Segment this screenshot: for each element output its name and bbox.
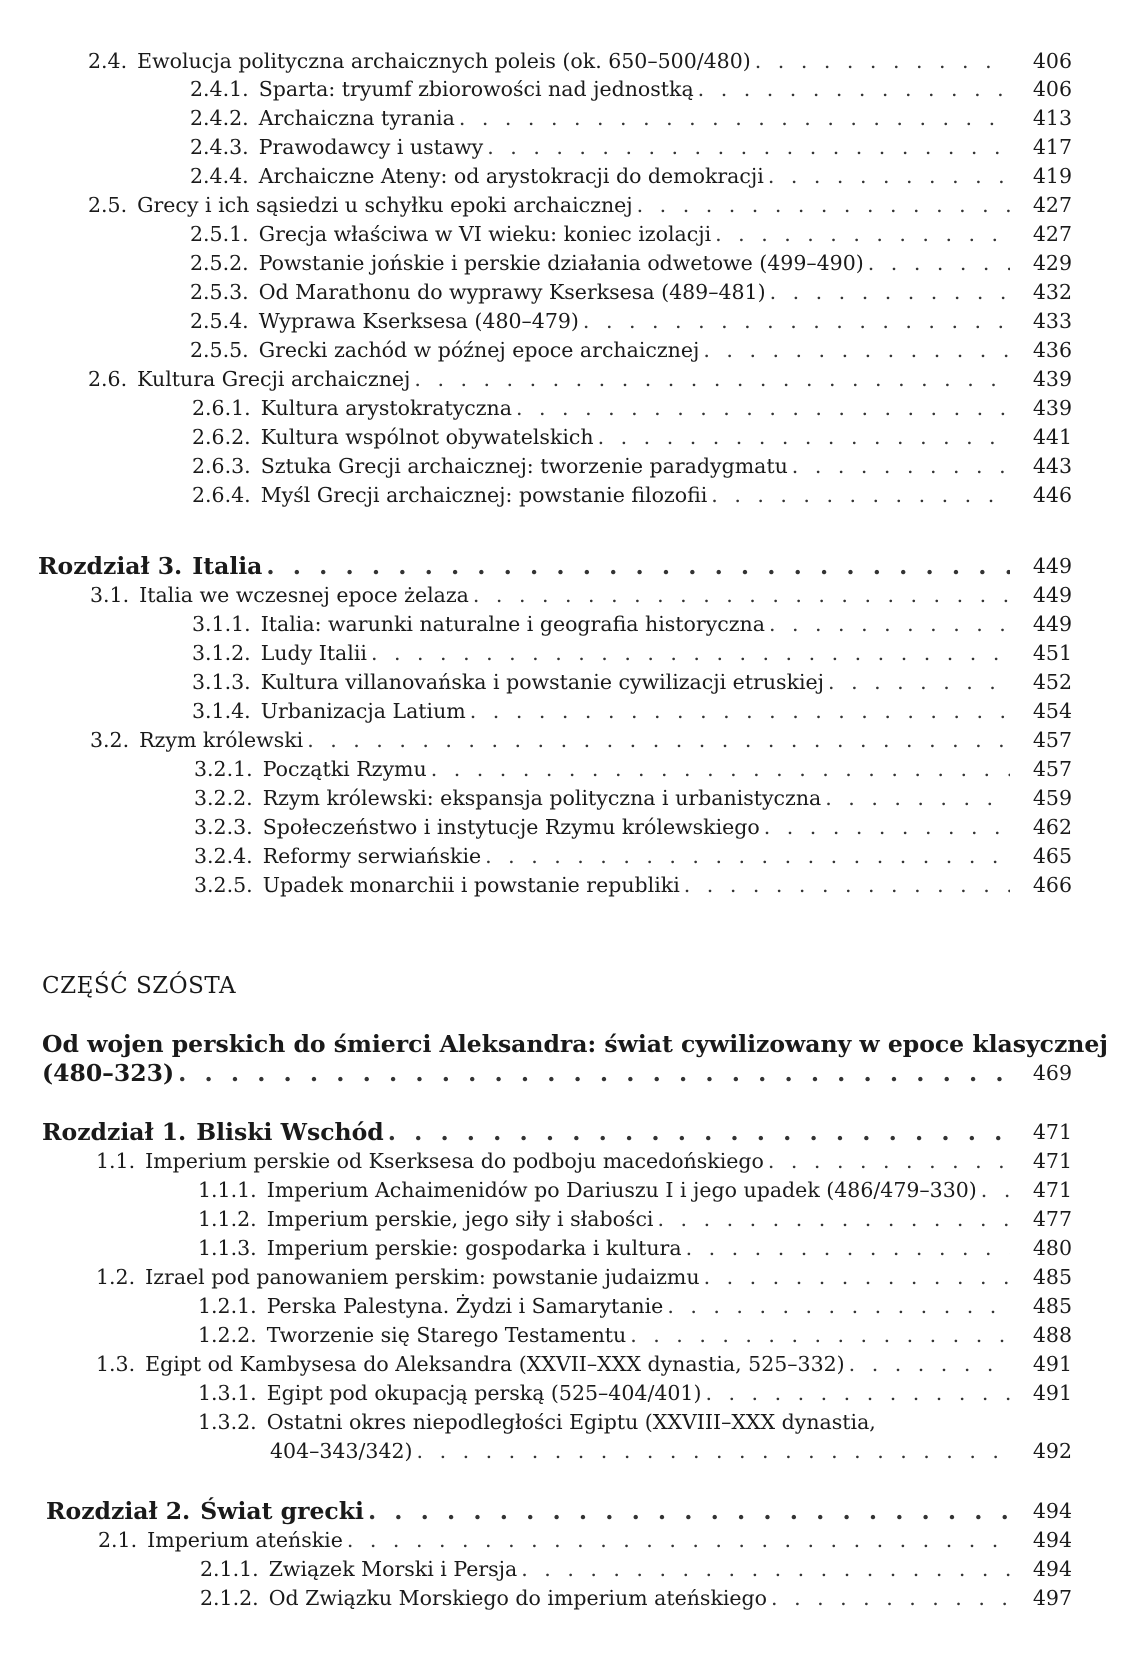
entry-title: Imperium perskie od Kserksesa do podboju macedońskiego <box>145 1149 764 1173</box>
entry-page: 494 <box>1032 1557 1072 1581</box>
entry-number: 2.6.1. <box>192 396 251 420</box>
entry-title: Imperium Achaimenidów po Dariuszu I i jego upadek (486/479–330) <box>266 1178 977 1202</box>
entry-title: Kultura Grecji archaicznej <box>137 367 411 391</box>
dot-leader <box>700 1262 1010 1292</box>
entry-title-continued: (480–323) <box>42 1059 175 1087</box>
dot-leader <box>455 103 1010 133</box>
entry-page: 443 <box>1032 454 1072 478</box>
dot-leader <box>303 725 1010 755</box>
entry-title: Egipt od Kambysesa do Aleksandra (XXVII–XXX dynastia, 525–332) <box>145 1352 845 1376</box>
entry-number: 2.1.1. <box>200 1557 259 1581</box>
dot-leader <box>682 1233 1010 1263</box>
entry-number: 2.5.2. <box>190 251 249 275</box>
entry-page: 457 <box>1032 757 1072 781</box>
entry-page: 451 <box>1032 641 1072 665</box>
dot-leader <box>174 1058 1010 1088</box>
entry-number: 1.1.3. <box>198 1236 257 1260</box>
entry-page: 427 <box>1032 193 1072 217</box>
entry-page: 419 <box>1032 164 1072 188</box>
dot-leader <box>680 870 1010 900</box>
entry-number: 3.1.2. <box>192 641 251 665</box>
toc-entry-chapter <box>0 1496 1134 1526</box>
entry-title: Rzym królewski: ekspansja polityczna i urbanistyczna <box>262 786 822 810</box>
entry-page: 436 <box>1032 338 1072 362</box>
entry-page: 417 <box>1032 135 1072 159</box>
toc-entry-subsection <box>0 248 1134 278</box>
entry-title: Archaiczna tyrania <box>258 106 455 130</box>
part-label: CZĘŚĆ SZÓSTA <box>42 973 237 999</box>
entry-title: Grecja właściwa w VI wieku: koniec izolacji <box>258 222 712 246</box>
dot-leader <box>469 580 1010 610</box>
toc-entry-subsection <box>0 161 1134 191</box>
dot-leader <box>512 393 1010 423</box>
entry-number: 2.4. <box>88 49 128 73</box>
entry-page: 485 <box>1032 1265 1072 1289</box>
toc-entry-subsection <box>0 696 1134 726</box>
entry-page: 449 <box>1032 554 1072 578</box>
toc-entry-continuation <box>0 1436 1134 1466</box>
toc-entry-subsection <box>0 277 1134 307</box>
toc-entry-subsection <box>0 393 1134 423</box>
dot-leader <box>364 1496 1010 1526</box>
entry-title-continued: 404–343/342) <box>270 1439 413 1463</box>
dot-leader <box>864 248 1010 278</box>
entry-title: Grecki zachód w późnej epoce archaicznej <box>258 338 700 362</box>
part-title: Od wojen perskich do śmierci Aleksandra: świat cywilizowany w epoce klasycznej <box>42 1030 1108 1058</box>
entry-page: 427 <box>1032 222 1072 246</box>
entry-number: 1.2. <box>96 1265 136 1289</box>
entry-title: Imperium ateńskie <box>147 1528 343 1552</box>
entry-title: Tworzenie się Starego Testamentu <box>266 1323 627 1347</box>
entry-title: Kultura arystokratyczna <box>260 396 512 420</box>
dot-leader <box>466 696 1010 726</box>
entry-title: Ludy Italii <box>260 641 367 665</box>
dot-leader <box>483 132 1010 162</box>
entry-number: 2.4.2. <box>190 106 249 130</box>
entry-page: 488 <box>1032 1323 1072 1347</box>
dot-leader <box>699 335 1010 365</box>
entry-page: 457 <box>1032 728 1072 752</box>
entry-number: 2.5. <box>88 193 128 217</box>
entry-number: 3.1.1. <box>192 612 251 636</box>
toc-entry-subsection <box>0 754 1134 784</box>
dot-leader <box>765 609 1010 639</box>
dot-leader <box>579 306 1010 336</box>
entry-number: 3.2.3. <box>194 815 253 839</box>
entry-page: 449 <box>1032 612 1072 636</box>
entry-page: 452 <box>1032 670 1072 694</box>
entry-page: 491 <box>1032 1381 1072 1405</box>
entry-page: 446 <box>1032 483 1072 507</box>
entry-title: Wyprawa Kserksesa (480–479) <box>258 309 579 333</box>
entry-page: 465 <box>1032 844 1072 868</box>
toc-entry-subsection <box>0 306 1134 336</box>
toc-entry-subsection <box>0 1233 1134 1263</box>
dot-leader <box>845 1349 1010 1379</box>
entry-number: 2.4.4. <box>190 164 249 188</box>
dot-leader <box>751 46 1010 76</box>
dot-leader <box>410 364 1010 394</box>
entry-title: Bliski Wschód <box>196 1118 384 1146</box>
entry-page: 497 <box>1032 1586 1072 1610</box>
toc-entry-section <box>0 1349 1134 1379</box>
entry-title: Od Marathonu do wyprawy Kserksesa (489–481) <box>258 280 766 304</box>
toc-entry-section <box>0 364 1134 394</box>
entry-number: 2.1. <box>98 1528 138 1552</box>
entry-page: 485 <box>1032 1294 1072 1318</box>
entry-page: 439 <box>1032 367 1072 391</box>
entry-number: 2.6. <box>88 367 128 391</box>
toc-entry-subsection <box>0 1554 1134 1584</box>
entry-number: 2.6.2. <box>192 425 251 449</box>
entry-number: 2.6.4. <box>192 483 251 507</box>
dot-leader <box>711 219 1010 249</box>
entry-title: Imperium perskie: gospodarka i kultura <box>266 1236 682 1260</box>
toc-entry-chapter <box>0 551 1134 581</box>
toc-entry-subsection <box>0 1204 1134 1234</box>
entry-page: 441 <box>1032 425 1072 449</box>
entry-title: Italia we wczesnej epoce żelaza <box>139 583 469 607</box>
toc-entry-section <box>0 1262 1134 1292</box>
entry-page: 471 <box>1032 1178 1072 1202</box>
entry-title: Izrael pod panowaniem perskim: powstanie judaizmu <box>145 1265 700 1289</box>
entry-page: 439 <box>1032 396 1072 420</box>
entry-page: 471 <box>1032 1149 1072 1173</box>
entry-title: Urbanizacja Latium <box>260 699 466 723</box>
entry-number: 1.1.2. <box>198 1207 257 1231</box>
entry-title: Sparta: tryumf zbiorowości nad jednostką <box>258 77 694 101</box>
toc-entry-subsection <box>0 870 1134 900</box>
entry-number: 1.3.1. <box>198 1381 257 1405</box>
entry-title: Italia: warunki naturalne i geografia historyczna <box>260 612 765 636</box>
entry-page: 413 <box>1032 106 1072 130</box>
entry-page: 433 <box>1032 309 1072 333</box>
toc-entry-subsection <box>0 219 1134 249</box>
dot-leader <box>427 754 1010 784</box>
entry-number: 3.2.1. <box>194 757 253 781</box>
toc-entry-subsection <box>0 1175 1134 1205</box>
entry-number: 2.5.5. <box>190 338 249 362</box>
entry-title: Sztuka Grecji archaicznej: tworzenie paradygmatu <box>260 454 788 478</box>
entry-number: 1.3. <box>96 1352 136 1376</box>
entry-title: Ostatni okres niepodległości Egiptu (XXVIII–XXX dynastia, <box>266 1410 876 1434</box>
toc-entry-subsection <box>0 1583 1134 1613</box>
entry-title: Upadek monarchii i powstanie republiki <box>262 873 680 897</box>
entry-number: 3.2. <box>90 728 130 752</box>
entry-number: 1.2.2. <box>198 1323 257 1347</box>
entry-number: 1.3.2. <box>198 1410 257 1434</box>
entry-page: 491 <box>1032 1352 1072 1376</box>
entry-number: Rozdział 3. <box>38 552 183 580</box>
toc-entry-section <box>0 190 1134 220</box>
toc-entry-subsection <box>0 74 1134 104</box>
toc-entry-chapter <box>0 1117 1134 1147</box>
entry-title: Kultura villanovańska i powstanie cywilizacji etruskiej <box>260 670 825 694</box>
dot-leader <box>764 1146 1010 1176</box>
entry-page: 469 <box>1032 1061 1072 1085</box>
entry-title: Ewolucja polityczna archaicznych poleis (ok. 650–500/480) <box>137 49 751 73</box>
toc-entry-section <box>0 1146 1134 1176</box>
dot-leader <box>654 1204 1011 1234</box>
entry-number: 3.2.5. <box>194 873 253 897</box>
entry-title: Początki Rzymu <box>262 757 427 781</box>
entry-title: Związek Morski i Persja <box>268 1557 518 1581</box>
toc-entry-subsection <box>0 103 1134 133</box>
entry-title: Rzym królewski <box>139 728 304 752</box>
entry-number: Rozdział 2. <box>46 1497 191 1525</box>
dot-leader <box>977 1175 1010 1205</box>
toc-entry-subsection <box>0 1378 1134 1408</box>
dot-leader <box>517 1554 1010 1584</box>
dot-leader <box>413 1436 1010 1466</box>
entry-page: 432 <box>1032 280 1072 304</box>
dot-leader <box>766 277 1010 307</box>
toc-entry-subsection <box>0 1291 1134 1321</box>
entry-number: 3.1. <box>90 583 130 607</box>
entry-page: 466 <box>1032 873 1072 897</box>
entry-title: Imperium perskie, jego siły i słabości <box>266 1207 654 1231</box>
toc-entry-subsection <box>0 451 1134 481</box>
entry-title: Społeczeństwo i instytucje Rzymu królewskiego <box>262 815 760 839</box>
dot-leader <box>633 190 1010 220</box>
dot-leader <box>764 161 1010 191</box>
entry-number: Rozdział 1. <box>42 1118 187 1146</box>
entry-title: Archaiczne Ateny: od arystokracji do demokracji <box>258 164 764 188</box>
dot-leader <box>767 1583 1010 1613</box>
entry-number: 2.6.3. <box>192 454 251 478</box>
dot-leader <box>788 451 1010 481</box>
entry-number: 3.2.2. <box>194 786 253 810</box>
toc-entry-subsection <box>0 841 1134 871</box>
toc-entry-subsection <box>0 638 1134 668</box>
toc-entry-subsection <box>0 609 1134 639</box>
dot-leader <box>701 1378 1010 1408</box>
dot-leader <box>384 1117 1010 1147</box>
toc-entry-subsection <box>0 1320 1134 1350</box>
entry-number: 2.5.3. <box>190 280 249 304</box>
entry-number: 2.4.3. <box>190 135 249 159</box>
dot-leader <box>760 812 1010 842</box>
entry-number: 2.4.1. <box>190 77 249 101</box>
dot-leader <box>824 667 1010 697</box>
entry-page: 459 <box>1032 786 1072 810</box>
dot-leader <box>694 74 1010 104</box>
entry-page: 494 <box>1032 1528 1072 1552</box>
entry-number: 1.1. <box>96 1149 136 1173</box>
entry-title: Myśl Grecji archaicznej: powstanie filozofii <box>260 483 708 507</box>
dot-leader <box>707 480 1010 510</box>
entry-page: 471 <box>1032 1120 1072 1144</box>
entry-page: 429 <box>1032 251 1072 275</box>
dot-leader <box>594 422 1010 452</box>
entry-title: Perska Palestyna. Żydzi i Samarytanie <box>266 1294 664 1318</box>
entry-number: 3.2.4. <box>194 844 253 868</box>
dot-leader <box>821 783 1010 813</box>
dot-leader <box>481 841 1010 871</box>
entry-page: 494 <box>1032 1499 1072 1523</box>
entry-page: 492 <box>1032 1439 1072 1463</box>
toc-entry-part <box>0 1058 1134 1088</box>
entry-title: Reformy serwiańskie <box>262 844 482 868</box>
entry-title: Kultura wspólnot obywatelskich <box>260 425 594 449</box>
toc-entry-subsection <box>0 132 1134 162</box>
dot-leader <box>663 1291 1010 1321</box>
entry-title: Italia <box>192 552 263 580</box>
entry-page: 462 <box>1032 815 1072 839</box>
toc-entry-subsection <box>0 335 1134 365</box>
entry-page: 454 <box>1032 699 1072 723</box>
entry-title: Świat grecki <box>200 1497 364 1525</box>
dot-leader <box>262 551 1010 581</box>
entry-page: 406 <box>1032 49 1072 73</box>
entry-page: 406 <box>1032 77 1072 101</box>
toc-entry-subsection <box>0 812 1134 842</box>
dot-leader <box>343 1525 1010 1555</box>
toc-entry-section <box>0 725 1134 755</box>
entry-title: Grecy i ich sąsiedzi u schyłku epoki archaicznej <box>137 193 633 217</box>
toc-entry-section <box>0 1525 1134 1555</box>
toc-entry-subsection <box>0 1407 1134 1437</box>
entry-page: 449 <box>1032 583 1072 607</box>
toc-entry-subsection <box>0 667 1134 697</box>
entry-number: 1.2.1. <box>198 1294 257 1318</box>
toc-entry-section <box>0 46 1134 76</box>
dot-leader <box>367 638 1010 668</box>
entry-number: 2.5.4. <box>190 309 249 333</box>
toc-entry-subsection <box>0 422 1134 452</box>
toc-entry-subsection <box>0 480 1134 510</box>
entry-page: 477 <box>1032 1207 1072 1231</box>
entry-number: 3.1.4. <box>192 699 251 723</box>
entry-title: Egipt pod okupacją perską (525–404/401) <box>266 1381 702 1405</box>
entry-number: 2.5.1. <box>190 222 249 246</box>
entry-number: 3.1.3. <box>192 670 251 694</box>
entry-number: 1.1.1. <box>198 1178 257 1202</box>
entry-page: 480 <box>1032 1236 1072 1260</box>
entry-title: Powstanie jońskie i perskie działania odwetowe (499–490) <box>258 251 864 275</box>
entry-number: 2.1.2. <box>200 1586 259 1610</box>
toc-entry-section <box>0 580 1134 610</box>
entry-title: Od Związku Morskiego do imperium ateńskiego <box>268 1586 768 1610</box>
entry-title: Prawodawcy i ustawy <box>258 135 484 159</box>
dot-leader <box>626 1320 1010 1350</box>
toc-entry-subsection <box>0 783 1134 813</box>
